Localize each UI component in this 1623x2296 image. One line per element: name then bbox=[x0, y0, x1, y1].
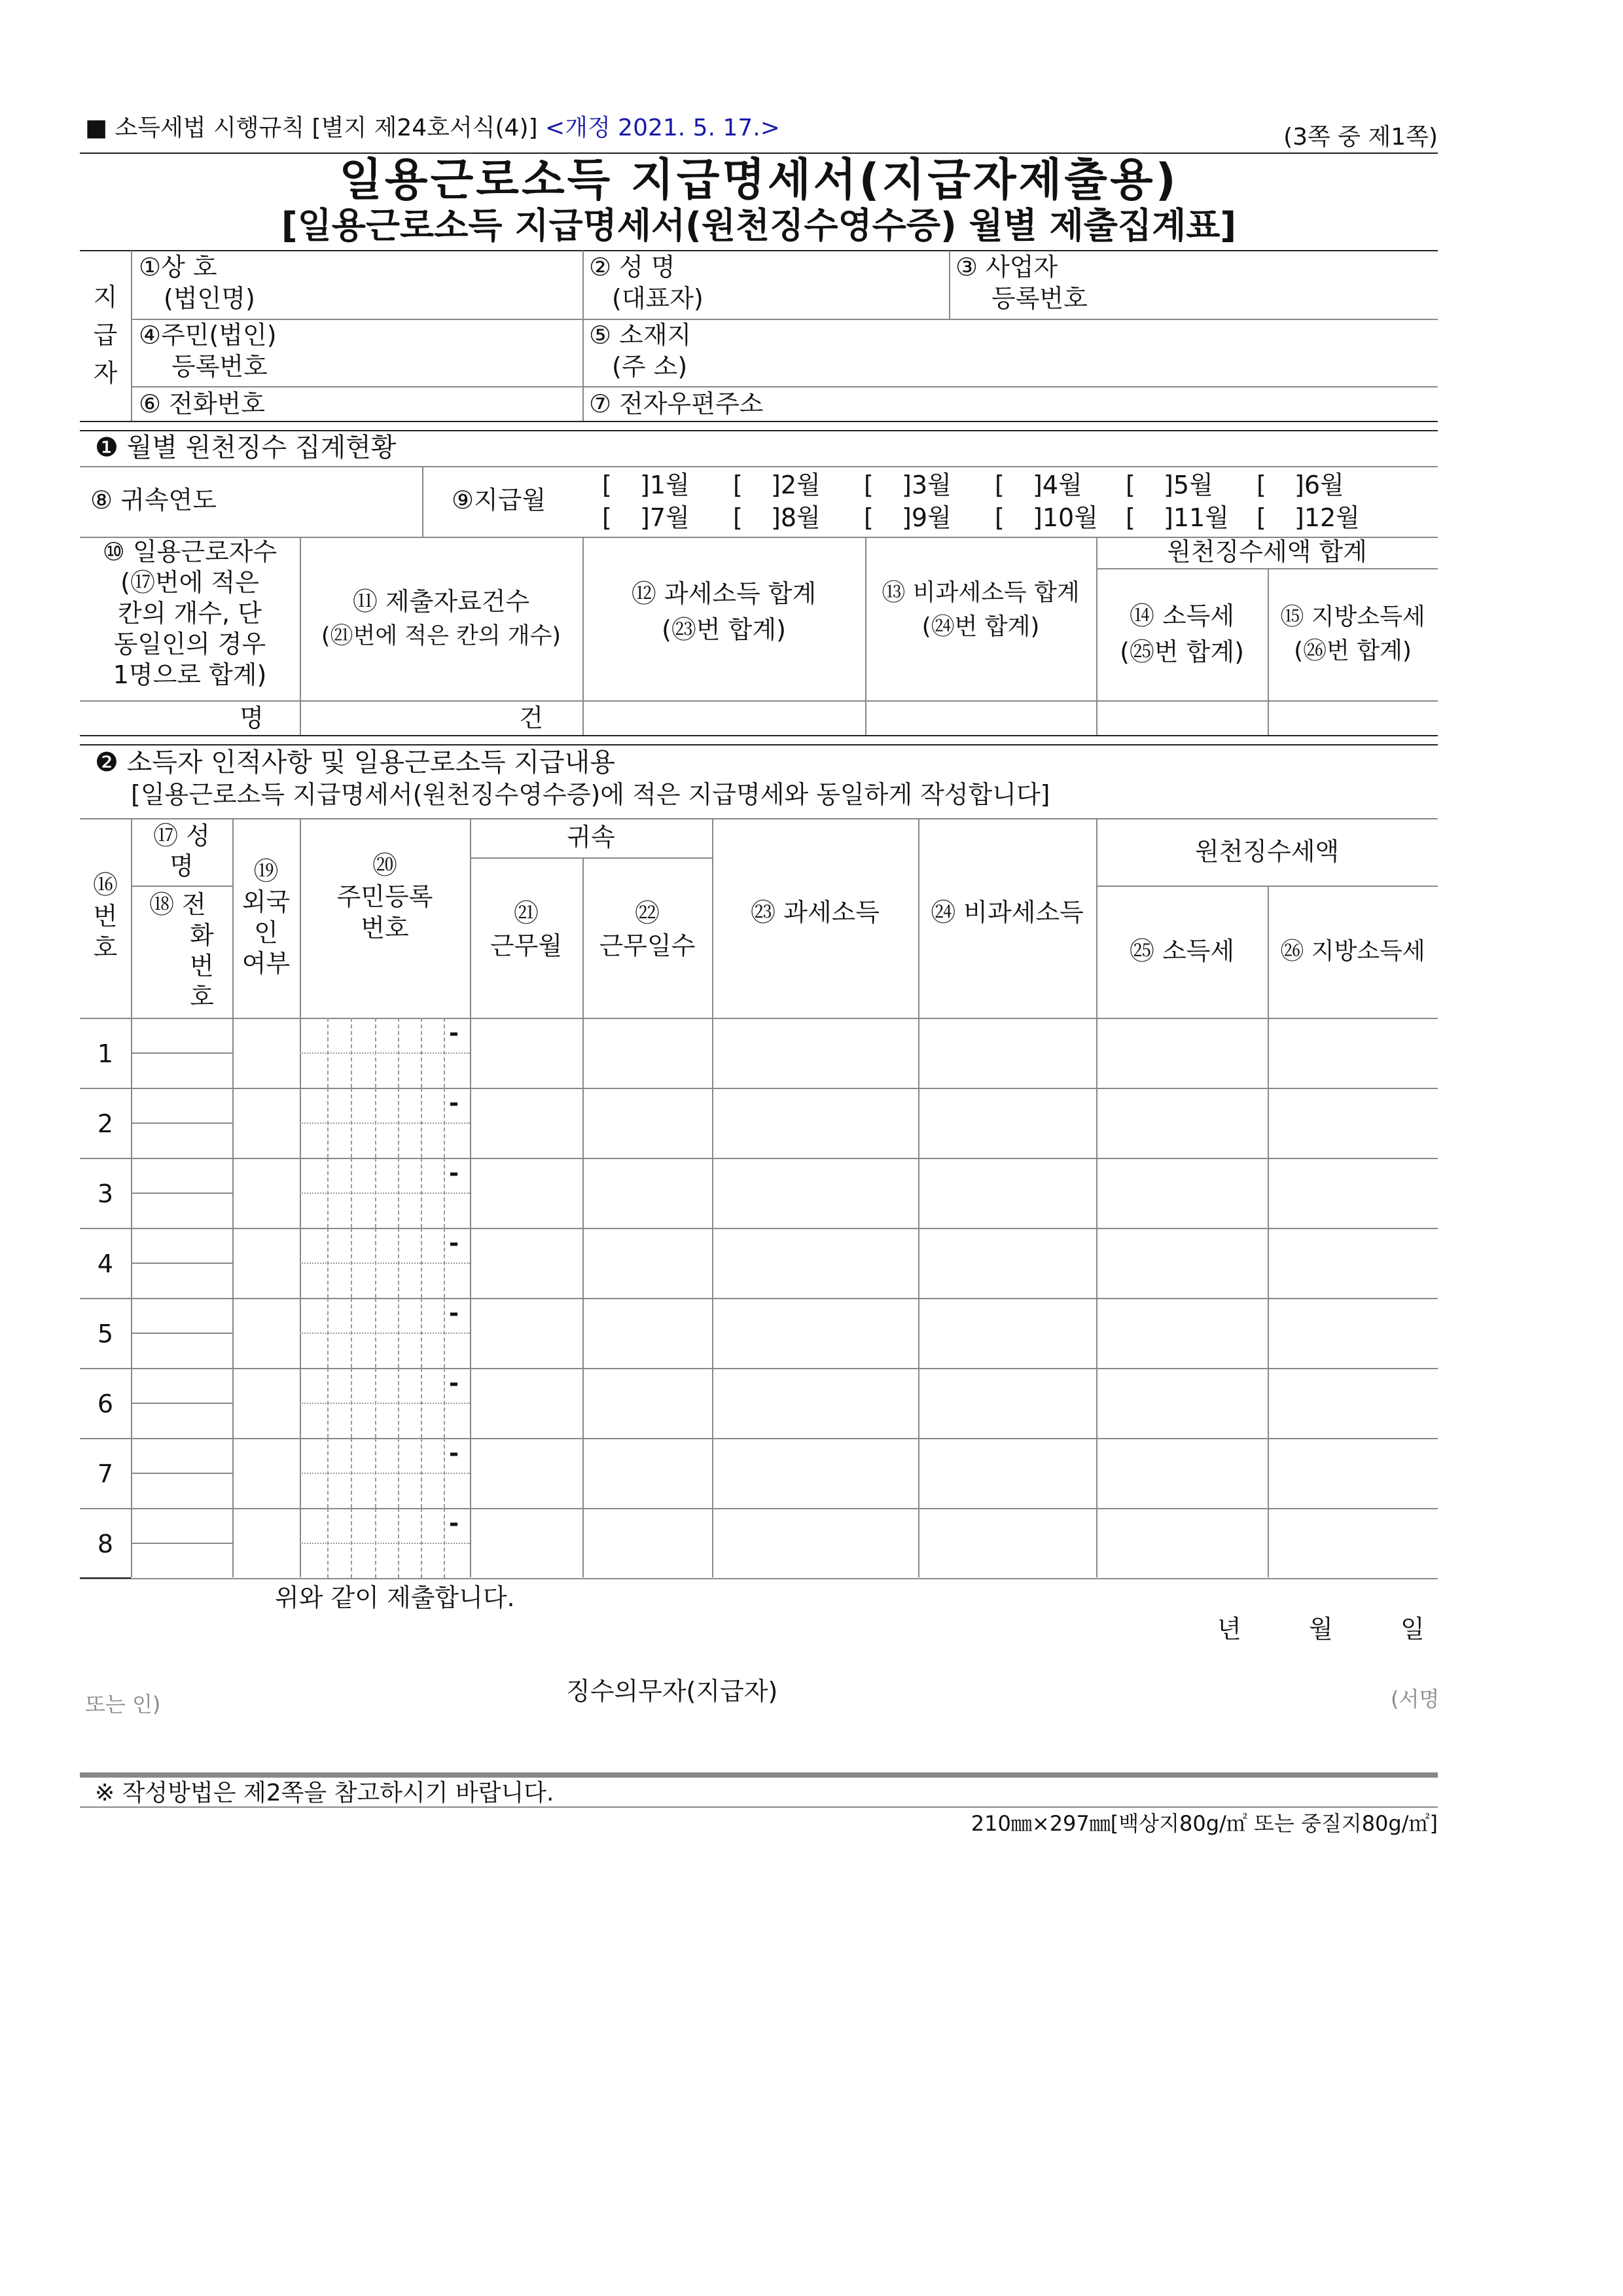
income-tax-input[interactable] bbox=[1096, 1368, 1268, 1438]
row-number: 1 bbox=[97, 1039, 114, 1068]
form-subtitle: [일용근로소득 지급명세서(원천징수영수증) 월별 제출집계표] bbox=[281, 205, 1237, 246]
resident-registration-field[interactable] bbox=[131, 319, 582, 386]
month-checkbox[interactable] bbox=[864, 503, 988, 533]
header-line: 번 bbox=[93, 902, 118, 931]
digit-guide bbox=[300, 1473, 470, 1474]
checkbox-bracket: [ bbox=[864, 503, 874, 532]
address-label: ⑤ 소재지 bbox=[589, 321, 692, 350]
checkbox-bracket: [ bbox=[995, 503, 1005, 532]
row-number: 2 bbox=[97, 1109, 114, 1138]
month-checkbox[interactable] bbox=[733, 503, 857, 533]
grid-line bbox=[422, 466, 423, 537]
income-tax-input[interactable] bbox=[1096, 1508, 1268, 1578]
daily-worker-count-header bbox=[80, 537, 300, 700]
local-income-tax-input[interactable] bbox=[1268, 1508, 1438, 1578]
phone-input[interactable] bbox=[131, 1122, 232, 1158]
work-days-input[interactable] bbox=[582, 1018, 712, 1088]
row-number: 8 bbox=[97, 1530, 114, 1558]
nontaxable-income-input[interactable] bbox=[918, 1088, 1096, 1158]
work-days-input[interactable] bbox=[582, 1438, 712, 1508]
rrn-dash: - bbox=[449, 1370, 459, 1397]
header-line: ⑲ bbox=[253, 857, 279, 886]
work-month-input[interactable] bbox=[470, 1228, 582, 1298]
taxable-income-input[interactable] bbox=[712, 1088, 918, 1158]
header-line: (㉑번에 적은 칸의 개수) bbox=[321, 623, 562, 650]
name-input[interactable] bbox=[131, 1158, 232, 1193]
header-line: 화 bbox=[190, 921, 214, 950]
payer-group-label bbox=[80, 251, 131, 421]
submission-count-input[interactable] bbox=[300, 700, 582, 735]
month-checkbox[interactable] bbox=[995, 503, 1119, 533]
foreigner-input[interactable] bbox=[232, 1438, 300, 1508]
daily-worker-count-input[interactable] bbox=[80, 700, 300, 735]
rrn-dash: - bbox=[449, 1300, 459, 1327]
local-income-tax-input[interactable] bbox=[1268, 1088, 1438, 1158]
row-number: 6 bbox=[97, 1390, 114, 1418]
signature-label: (서명 bbox=[1391, 1687, 1440, 1712]
local-income-tax-header: ㉖ 지방소득세 bbox=[1280, 937, 1425, 965]
nontaxable-income-header: ㉔ 비과세소득 bbox=[931, 898, 1084, 927]
foreigner-input[interactable] bbox=[232, 1228, 300, 1298]
section-divider bbox=[80, 744, 1438, 745]
payer-label-char: 자 bbox=[93, 359, 118, 387]
name-input[interactable] bbox=[131, 1508, 232, 1543]
payment-month-checkboxes bbox=[602, 466, 1433, 537]
checkbox-bracket: [ bbox=[602, 471, 612, 499]
rrn-dash: - bbox=[449, 1090, 459, 1117]
paper-size: 210㎜×297㎜[백상지80g/㎡ 또는 중질지80g/㎡] bbox=[971, 1811, 1438, 1836]
local-income-tax-input[interactable] bbox=[1268, 1018, 1438, 1088]
foreigner-input[interactable] bbox=[232, 1298, 300, 1368]
header-divider bbox=[80, 152, 1438, 154]
nontaxable-income-input[interactable] bbox=[918, 1018, 1096, 1088]
work-days-header bbox=[582, 857, 712, 1001]
nontaxable-income-input[interactable] bbox=[918, 1228, 1096, 1298]
name-input[interactable] bbox=[131, 1298, 232, 1333]
month-label: ]6월 bbox=[1294, 471, 1344, 499]
header-line: ⑩ 일용근로자수 bbox=[102, 537, 277, 566]
table-bottom-border bbox=[80, 1577, 131, 1579]
withholding-tax-header: 원천징수세액 bbox=[1194, 836, 1340, 866]
business-registration-sublabel: 등록번호 bbox=[991, 284, 1088, 313]
month-label: ]3월 bbox=[902, 471, 952, 499]
rrn-dash: - bbox=[449, 1160, 459, 1187]
taxable-income-total-header bbox=[582, 537, 865, 694]
month-label: ]11월 bbox=[1164, 503, 1229, 532]
phone-header bbox=[131, 886, 232, 1018]
number-header bbox=[80, 818, 131, 1018]
digit-guide bbox=[300, 1543, 470, 1544]
month-checkbox[interactable] bbox=[1257, 470, 1381, 500]
taxable-income-input[interactable] bbox=[712, 1228, 918, 1298]
resident-registration-sublabel: 등록번호 bbox=[171, 352, 268, 381]
month-label: ]1월 bbox=[640, 471, 690, 499]
work-month-input[interactable] bbox=[470, 1088, 582, 1158]
checkbox-bracket: [ bbox=[1126, 503, 1135, 532]
local-income-tax-input[interactable] bbox=[1268, 1158, 1438, 1228]
checkbox-bracket: [ bbox=[995, 471, 1005, 499]
address-sublabel: (주 소) bbox=[612, 352, 688, 381]
foreigner-input[interactable] bbox=[232, 1508, 300, 1578]
row-number: 3 bbox=[97, 1179, 114, 1208]
belonging-header: 귀속 bbox=[567, 823, 615, 852]
month-label: ]10월 bbox=[1033, 503, 1098, 532]
checkbox-bracket: [ bbox=[602, 503, 612, 532]
taxable-income-input[interactable] bbox=[712, 1438, 918, 1508]
name-input[interactable] bbox=[131, 1018, 232, 1052]
local-income-tax-input[interactable] bbox=[1268, 1228, 1438, 1298]
header-line: 동일인의 경우 bbox=[113, 630, 266, 658]
header-line: (㉔번 합계) bbox=[921, 613, 1040, 641]
month-checkbox[interactable] bbox=[1126, 470, 1250, 500]
nontaxable-income-total-input[interactable] bbox=[865, 700, 1096, 735]
month-label: ]12월 bbox=[1294, 503, 1360, 532]
header-line: (㉖번 합계) bbox=[1294, 637, 1412, 664]
digit-guide bbox=[300, 1052, 470, 1054]
month-label: ]9월 bbox=[902, 503, 952, 532]
header-line: (㉓번 합계) bbox=[662, 615, 786, 645]
taxable-income-input[interactable] bbox=[712, 1158, 918, 1228]
grid-line bbox=[80, 1578, 1438, 1579]
row-number: 5 bbox=[97, 1319, 114, 1348]
header-line: 외국 bbox=[241, 888, 291, 916]
work-month-input[interactable] bbox=[470, 1368, 582, 1438]
work-month-input[interactable] bbox=[470, 1158, 582, 1228]
section1-title: ❶ 월별 원천징수 집계현황 bbox=[95, 433, 397, 463]
income-tax-input[interactable] bbox=[1096, 1438, 1268, 1508]
unit-cases: 건 bbox=[519, 704, 543, 732]
law-reference-text: ■ 소득세법 시행규칙 [별지 제24호서식(4)] bbox=[85, 115, 538, 141]
nontaxable-income-input[interactable] bbox=[918, 1438, 1096, 1508]
nontaxable-income-total-header bbox=[865, 537, 1096, 694]
month-label: ]2월 bbox=[771, 471, 821, 499]
header-line: (㉕번 합계) bbox=[1120, 637, 1244, 666]
month-label: ]5월 bbox=[1164, 471, 1213, 499]
header-line: ⑮ 지방소득세 bbox=[1280, 603, 1425, 630]
phone-input[interactable] bbox=[131, 1052, 232, 1088]
rrn-dash: - bbox=[449, 1020, 459, 1047]
attribution-year-input[interactable] bbox=[196, 466, 422, 537]
company-name-label: ①상 호 bbox=[139, 253, 217, 281]
header-line: ⑬ 비과세소득 합계 bbox=[882, 579, 1080, 606]
checkbox-bracket: [ bbox=[864, 471, 874, 499]
income-tax-total-input[interactable] bbox=[1096, 700, 1268, 735]
header-line: ⑱ 전 bbox=[149, 890, 206, 919]
withholder-signature-field[interactable] bbox=[851, 1672, 1361, 1712]
header-line: 인 bbox=[254, 918, 278, 947]
work-days-input[interactable] bbox=[582, 1228, 712, 1298]
resident-registration-label: ④주민(법인) bbox=[139, 321, 277, 350]
law-reference bbox=[85, 117, 780, 140]
local-income-tax-input[interactable] bbox=[1268, 1298, 1438, 1368]
header-line: 호 bbox=[190, 982, 214, 1011]
section2-title: ❷ 소득자 인적사항 및 일용근로소득 지급내용 bbox=[95, 747, 615, 778]
nontaxable-income-input[interactable] bbox=[918, 1368, 1096, 1438]
header-line: ⑫ 과세소득 합계 bbox=[631, 579, 817, 608]
header-line: (⑰번에 적은 bbox=[120, 568, 259, 597]
row-number: 4 bbox=[97, 1249, 114, 1278]
rrn-dash: - bbox=[449, 1510, 459, 1537]
digit-guide bbox=[300, 1403, 470, 1404]
phone-input[interactable] bbox=[131, 1473, 232, 1508]
company-name-field[interactable] bbox=[131, 251, 582, 319]
section-divider bbox=[80, 430, 1438, 431]
phone-input[interactable] bbox=[131, 1193, 232, 1228]
header-line: 호 bbox=[93, 933, 118, 962]
declaration-text: 위와 같이 제출합니다. bbox=[275, 1583, 515, 1612]
month-checkbox[interactable] bbox=[1257, 503, 1381, 533]
work-days-input[interactable] bbox=[582, 1298, 712, 1368]
resident-number-header bbox=[300, 818, 470, 975]
local-income-tax-input[interactable] bbox=[1268, 1438, 1438, 1508]
submission-count-header bbox=[300, 537, 582, 700]
header-line: 명 bbox=[169, 852, 194, 880]
income-tax-input[interactable] bbox=[1096, 1158, 1268, 1228]
work-days-input[interactable] bbox=[582, 1088, 712, 1158]
taxable-income-total-input[interactable] bbox=[582, 700, 865, 735]
name-input[interactable] bbox=[131, 1368, 232, 1403]
month-label: ]8월 bbox=[771, 503, 821, 532]
month-checkbox[interactable] bbox=[995, 470, 1119, 500]
header-line: 번호 bbox=[361, 914, 409, 942]
income-tax-total-header bbox=[1096, 568, 1268, 700]
month-label: ]4월 bbox=[1033, 471, 1082, 499]
footer-thick-divider bbox=[80, 1772, 1438, 1778]
checkbox-bracket: [ bbox=[1257, 471, 1266, 499]
header-line: 근무일수 bbox=[599, 931, 696, 960]
month-checkbox[interactable] bbox=[1126, 503, 1250, 533]
section-divider bbox=[80, 421, 1438, 422]
foreigner-input[interactable] bbox=[232, 1158, 300, 1228]
phone-input[interactable] bbox=[131, 1543, 232, 1578]
section-divider bbox=[80, 735, 1438, 736]
header-line: 칸의 개수, 단 bbox=[118, 599, 262, 628]
withholder-label: 징수의무자(지급자) bbox=[566, 1677, 778, 1706]
header-line: ⑳ bbox=[372, 851, 397, 880]
page-info: (3쪽 중 제1쪽) bbox=[1283, 124, 1438, 151]
foreigner-input[interactable] bbox=[232, 1368, 300, 1438]
header-line: 1명으로 합계) bbox=[113, 660, 267, 689]
header-line: ㉑ bbox=[513, 899, 539, 927]
header-line: ⑰ 성 bbox=[153, 821, 210, 850]
rrn-dash: - bbox=[449, 1440, 459, 1467]
work-month-input[interactable] bbox=[470, 1018, 582, 1088]
company-name-sublabel: (법인명) bbox=[164, 284, 255, 313]
nontaxable-income-input[interactable] bbox=[918, 1508, 1096, 1578]
header-line: 주민등록 bbox=[336, 882, 433, 911]
taxable-income-header: ㉓ 과세소득 bbox=[751, 898, 880, 927]
foreigner-input[interactable] bbox=[232, 1018, 300, 1088]
header-line: 여부 bbox=[241, 949, 291, 978]
phone-input[interactable] bbox=[131, 1403, 232, 1438]
checkbox-bracket: [ bbox=[1257, 503, 1266, 532]
work-month-input[interactable] bbox=[470, 1508, 582, 1578]
work-month-header bbox=[470, 857, 582, 1001]
payer-label-char: 급 bbox=[93, 321, 118, 350]
date-month[interactable]: 월 bbox=[1309, 1615, 1333, 1643]
month-label: ]7월 bbox=[640, 503, 690, 532]
foreigner-input[interactable] bbox=[232, 1088, 300, 1158]
digit-guide bbox=[300, 1333, 470, 1334]
month-checkbox[interactable] bbox=[733, 470, 857, 500]
business-registration-field[interactable] bbox=[949, 251, 1438, 319]
taxable-income-input[interactable] bbox=[712, 1298, 918, 1368]
month-checkbox[interactable] bbox=[864, 470, 988, 500]
work-month-input[interactable] bbox=[470, 1438, 582, 1508]
month-checkbox[interactable] bbox=[602, 503, 726, 533]
name-input[interactable] bbox=[131, 1228, 232, 1263]
header-line: ㉒ bbox=[634, 899, 660, 927]
phone-field[interactable] bbox=[131, 386, 582, 421]
foreigner-header bbox=[232, 818, 300, 1018]
nontaxable-income-input[interactable] bbox=[918, 1298, 1096, 1368]
email-label: ⑦ 전자우편주소 bbox=[589, 389, 764, 418]
local-income-tax-total-header bbox=[1268, 568, 1438, 700]
taxable-income-input[interactable] bbox=[712, 1508, 918, 1578]
payment-month-label: ⑨지급월 bbox=[452, 486, 546, 514]
name-input[interactable] bbox=[131, 1438, 232, 1473]
attribution-year-label: ⑧ 귀속연도 bbox=[90, 486, 217, 514]
representative-name-sublabel: (대표자) bbox=[612, 284, 704, 313]
taxable-income-input[interactable] bbox=[712, 1018, 918, 1088]
rrn-dash: - bbox=[449, 1230, 459, 1257]
name-input[interactable] bbox=[131, 1088, 232, 1122]
digit-guide bbox=[300, 1263, 470, 1264]
month-checkbox[interactable] bbox=[602, 470, 726, 500]
business-registration-label: ③ 사업자 bbox=[955, 253, 1058, 281]
phone-label: ⑥ 전화번호 bbox=[139, 389, 265, 418]
work-month-input[interactable] bbox=[470, 1298, 582, 1368]
header-line: 번 bbox=[190, 952, 214, 980]
name-header bbox=[131, 818, 232, 886]
footer-divider bbox=[80, 1806, 1438, 1808]
income-tax-input[interactable] bbox=[1096, 1298, 1268, 1368]
header-line: ⑯ bbox=[92, 870, 118, 899]
income-tax-input[interactable] bbox=[1096, 1088, 1268, 1158]
instruction-note: ※ 작성방법은 제2쪽을 참고하시기 바랍니다. bbox=[95, 1780, 554, 1806]
work-days-input[interactable] bbox=[582, 1158, 712, 1228]
income-tax-input[interactable] bbox=[1096, 1228, 1268, 1298]
local-income-tax-total-input[interactable] bbox=[1268, 700, 1438, 735]
income-tax-header: ㉕ 소득세 bbox=[1129, 937, 1235, 966]
address-field[interactable] bbox=[582, 319, 1438, 386]
section2-subtitle: [일용근로소득 지급명세서(원천징수영수증)에 적은 지급명세와 동일하게 작성합니다] bbox=[131, 780, 1050, 809]
local-income-tax-input[interactable] bbox=[1268, 1368, 1438, 1438]
payer-label-char: 지 bbox=[93, 283, 118, 312]
row-number: 7 bbox=[97, 1460, 114, 1488]
header-line: 근무월 bbox=[490, 931, 563, 960]
income-tax-input[interactable] bbox=[1096, 1018, 1268, 1088]
checkbox-bracket: [ bbox=[733, 503, 743, 532]
form-title: 일용근로소득 지급명세서(지급자제출용) bbox=[339, 154, 1179, 206]
unit-persons: 명 bbox=[240, 704, 264, 732]
header-line: ⑪ 제출자료건수 bbox=[352, 587, 530, 617]
email-field[interactable] bbox=[582, 386, 1438, 421]
date-day[interactable]: 일 bbox=[1400, 1615, 1425, 1643]
representative-name-label: ② 성 명 bbox=[589, 253, 675, 281]
header-line: ⑭ 소득세 bbox=[1129, 601, 1235, 630]
phone-input[interactable] bbox=[131, 1333, 232, 1368]
tax-total-header: 원천징수세액 합계 bbox=[1167, 537, 1367, 567]
checkbox-bracket: [ bbox=[733, 471, 743, 499]
digit-guide bbox=[300, 1193, 470, 1194]
digit-guide bbox=[300, 1122, 470, 1124]
work-days-input[interactable] bbox=[582, 1508, 712, 1578]
work-days-input[interactable] bbox=[582, 1368, 712, 1438]
or-seal-text: 또는 인) bbox=[85, 1692, 161, 1717]
taxable-income-input[interactable] bbox=[712, 1368, 918, 1438]
checkbox-bracket: [ bbox=[1126, 471, 1135, 499]
representative-name-field[interactable] bbox=[582, 251, 949, 319]
phone-input[interactable] bbox=[131, 1263, 232, 1298]
revision-date: <개정 2021. 5. 17.> bbox=[545, 115, 780, 141]
nontaxable-income-input[interactable] bbox=[918, 1158, 1096, 1228]
date-year[interactable]: 년 bbox=[1217, 1615, 1241, 1643]
